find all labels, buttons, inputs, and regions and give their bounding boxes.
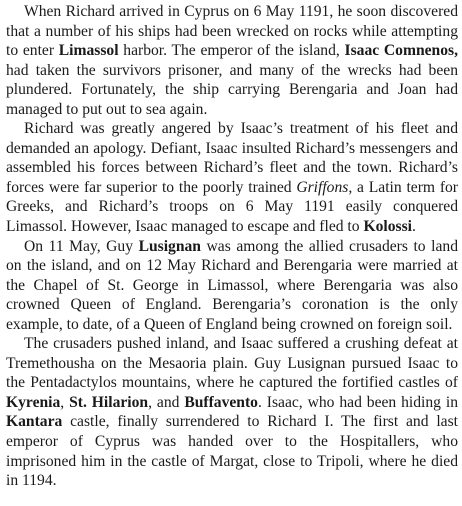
paragraph-arrival bbox=[6, 2, 458, 119]
text-segment: castle, finally surrendered to Richard I. The first and last emperor of Cyprus was handed over to the Hospitallers, who imprisoned him in the castle of Margat, close to Tripoli, where he died in 1194. bbox=[6, 413, 458, 490]
text-segment: . Isaac, who had been hiding in bbox=[257, 393, 458, 411]
text-segment: , and bbox=[148, 393, 185, 411]
person-name-isaac-comnenos: Isaac Comnenos, bbox=[344, 42, 458, 60]
castle-name-buffavento: Buffavento bbox=[184, 393, 258, 411]
place-name-limassol: Limassol bbox=[58, 42, 119, 60]
text-segment: Richard was greatly angered by Isaac’s treatment of his fleet and demanded an apology. Defiant, Isaac insulted Richard’s messengers and assembled his forces between Richard’s fleet and the town. Richard’s forces were far superior to the poorly trained bbox=[6, 120, 458, 196]
paragraph-marriage bbox=[6, 237, 458, 335]
text-segment: harbor. The emperor of the island, bbox=[118, 42, 345, 60]
text-segment: The crusaders pushed inland, and Isaac suffered a crushing defeat at Tremethousha on the Mesaoria plain. Guy Lusignan pursued Isaac to the Pentadactylos mountains, where he captured the fortified castles of bbox=[6, 335, 458, 392]
document-page bbox=[6, 2, 458, 491]
text-segment: had taken the survivors prisoner, and many of the wrecks had been plundered. Fortunately, the ship carrying Berengaria and Joan had managed to put out to sea again. bbox=[6, 61, 458, 118]
text-segment: . bbox=[412, 218, 416, 236]
person-name-lusignan: Lusignan bbox=[138, 237, 201, 255]
castle-name-kantara: Kantara bbox=[6, 413, 63, 431]
text-segment: When Richard arrived in Cyprus on 6 May 1191, he soon discovered that a number of his ships had been wrecked on rocks while attempting to enter bbox=[6, 3, 458, 60]
text-segment: On 11 May, Guy bbox=[24, 237, 139, 255]
castle-name-st-hilarion: St. Hilarion bbox=[69, 393, 149, 411]
paragraph-conquest bbox=[6, 119, 458, 236]
text-segment: was among the allied crusaders to land on the island, and on 12 May Richard and Berengaria were married at the Chapel of St. George in Limassol, where Berengaria was also crowned Queen of England. Berengaria’s coronation is the only example, to date, of a Queen of England being crowned on foreign soil. bbox=[6, 237, 458, 333]
text-segment: a Latin term for Greeks, and Richard’s troops on 6 May 1191 easily conquered Limassol. However, Isaac managed to escape and fled to bbox=[6, 178, 458, 236]
paragraph-surrender bbox=[6, 334, 458, 490]
castle-name-kyrenia: Kyrenia bbox=[6, 393, 61, 411]
place-name-kolossi: Kolossi bbox=[363, 218, 412, 236]
text-segment: , bbox=[60, 393, 70, 411]
term-griffons: Griffons, bbox=[296, 178, 353, 196]
